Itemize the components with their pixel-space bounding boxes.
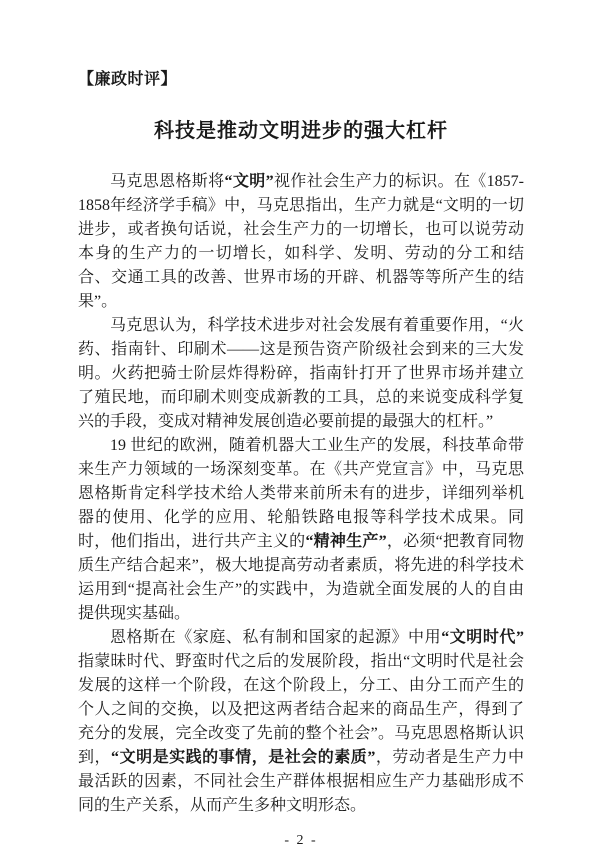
document-body (78, 170, 524, 818)
text-run: ，劳动者是生产力中最活跃的因素，不同社会生产群体根据相应生产力基础形成不同的生产关系，从而产生多种文明形态。 (78, 749, 524, 814)
text-run: 指蒙昧时代、野蛮时代之后的发展阶段，指出“文明时代是社会发展的这样一个阶段，在这个阶段上，分工、由分工而产生的个人之间的交换，以及把这两者结合起来的商品生产，得到了充分的发展，完全改变了先前的整个社会”。马克思恩格斯认识到， (78, 653, 524, 766)
page-number: - 2 - (284, 833, 318, 848)
category-label: 【廉政时评】 (78, 71, 178, 88)
emphasis-text: “文明是实践的事情，是社会的素质” (111, 749, 376, 766)
text-run: 视作社会生产力的标识。在《1857-1858年经济学手稿》中，马克思指出，生产力就是“文明的一切进步，或者换句话说，社会生产力的一切增长，也可以说劳动本身的生产力的一切增长，如科学、发明、劳动的分工和结合、交通工具的改善、世界市场的开辟、机器等等所产生的结果”。 (78, 173, 524, 310)
page-title: 科技是推动文明进步的强大杠杆 (154, 120, 448, 142)
text-run: 恩格斯在《家庭、私有制和国家的起源》中用 (110, 629, 442, 646)
emphasis-text: “文明时代” (441, 629, 524, 646)
paragraph (78, 434, 524, 626)
text-run: 马克思认为，科学技术进步对社会发展有着重要作用，“火药、指南针、印刷术——这是预告资产阶级社会到来的三大发明。火药把骑士阶层炸得粉碎，指南针打开了世界市场并建立了殖民地，而印刷术则变成新教的工具，总的来说变成科学复兴的手段，变成对精神发展创造必要前提的最强大的杠杆。” (78, 317, 524, 430)
text-run: ，必须“把教育同物质生产结合起来”，极大地提高劳动者素质，将先进的科学技术运用到“提高社会生产”的实践中，为造就全面发展的人的自由提供现实基础。 (78, 533, 524, 622)
paragraph (78, 170, 524, 314)
paragraph (78, 626, 524, 818)
emphasis-text: “精神生产” (305, 533, 387, 550)
emphasis-text: “文明” (224, 173, 274, 190)
text-run: 19 世纪的欧洲，随着机器大工业生产的发展，科技革命带来生产力领域的一场深刻变革。在《共产党宣言》中，马克思恩格斯肯定科学技术给人类带来前所未有的进步，详细列举机器的使用、化学的应用、轮船铁路电报等科学技术成果。同时，他们指出，进行共产主义的 (78, 437, 524, 550)
paragraph (78, 314, 524, 434)
text-run: 马克思恩格斯将 (110, 173, 225, 190)
